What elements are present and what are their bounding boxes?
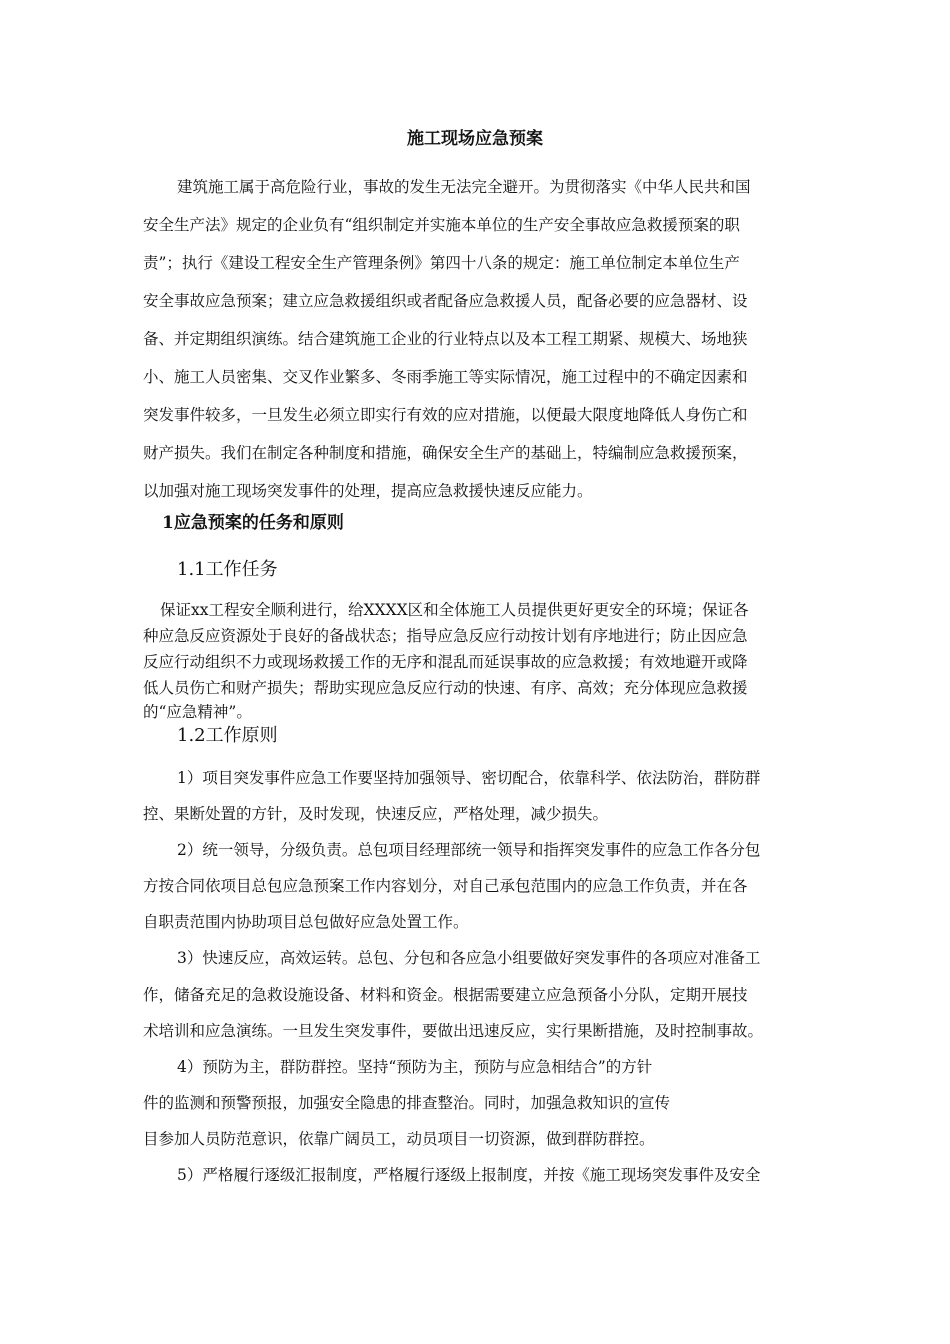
principle-line: 1）项目突发事件应急工作要坚持加强领导、密切配合，依靠科学、依法防治，群防群 xyxy=(177,769,761,787)
principle-line: 目参加人员防范意识，依靠广阔员工，动员项目一切资源，做到群防群控。 xyxy=(143,1130,655,1148)
intro-line: 安全生产法》规定的企业负有“组织制定并实施本单位的生产安全事故应急救援预案的职 xyxy=(143,216,740,234)
subsection-heading: 1.1工作任务 xyxy=(177,559,278,580)
intro-line: 安全事故应急预案；建立应急救援组织或者配备应急救援人员，配备必要的应急器材、设 xyxy=(143,292,748,310)
principle-line: 控、果断处置的方针，及时发现，快速反应，严格处理，减少损失。 xyxy=(143,805,609,823)
subsection-heading: 1.2工作原则 xyxy=(177,725,278,746)
principle-line: 2）统一领导，分级负责。总包项目经理部统一领导和指挥突发事件的应急工作各分包 xyxy=(177,841,761,859)
principle-line: 5）严格履行逐级汇报制度，严格履行逐级上报制度，并按《施工现场突发事件及安全 xyxy=(177,1166,761,1184)
document-title: 施工现场应急预案 xyxy=(407,129,543,149)
intro-line: 小、施工人员密集、交叉作业繁多、冬雨季施工等实际情况，施工过程中的不确定因素和 xyxy=(143,368,748,386)
task-line: 保证xx工程安全顺利进行，给XXXX区和全体施工人员提供更好更安全的环境；保证各 xyxy=(160,601,749,619)
principle-line: 件的监测和预警预报，加强安全隐患的排查整治。同时，加强急救知识的宣传 xyxy=(143,1094,671,1112)
principle-line: 4）预防为主，群防群控。坚持“预防为主，预防与应急相结合”的方针 xyxy=(177,1058,653,1076)
intro-line: 以加强对施工现场突发事件的处理，提高应急救援快速反应能力。 xyxy=(143,482,593,500)
principle-line: 3）快速反应，高效运转。总包、分包和各应急小组要做好突发事件的各项应对准备工 xyxy=(177,949,761,967)
principle-line: 自职责范围内协助项目总包做好应急处置工作。 xyxy=(143,913,469,931)
principle-line: 作，储备充足的急救设施设备、材料和资金。根据需要建立应急预备小分队，定期开展技 xyxy=(143,986,748,1004)
task-line: 反应行动组织不力或现场救援工作的无序和混乱而延误事故的应急救援；有效地避开或降 xyxy=(143,653,748,671)
intro-line: 备、并定期组织演练。结合建筑施工企业的行业特点以及本工程工期紧、规模大、场地狭 xyxy=(143,330,748,348)
intro-line: 财产损失。我们在制定各种制度和措施，确保安全生产的基础上，特编制应急救援预案， xyxy=(143,444,748,462)
intro-line: 突发事件较多，一旦发生必须立即实行有效的应对措施，以便最大限度地降低人身伤亡和 xyxy=(143,406,748,424)
intro-line: 责”；执行《建设工程安全生产管理条例》第四十八条的规定：施工单位制定本单位生产 xyxy=(143,254,740,272)
task-line: 种应急反应资源处于良好的备战状态；指导应急反应行动按计划有序地进行；防止因应急 xyxy=(143,627,748,645)
task-line: 的“应急精神”。 xyxy=(143,703,252,721)
principle-line: 术培训和应急演练。一旦发生突发事件，要做出迅速反应，实行果断措施，及时控制事故。 xyxy=(143,1022,764,1040)
intro-line: 建筑施工属于高危险行业，事故的发生无法完全避开。为贯彻落实《中华人民共和国 xyxy=(177,178,751,196)
task-line: 低人员伤亡和财产损失；帮助实现应急反应行动的快速、有序、高效；充分体现应急救援 xyxy=(143,679,748,697)
section-heading: 1应急预案的任务和原则 xyxy=(162,513,344,533)
principle-line: 方按合同依项目总包应急预案工作内容划分，对自己承包范围内的应急工作负责，并在各 xyxy=(143,877,748,895)
